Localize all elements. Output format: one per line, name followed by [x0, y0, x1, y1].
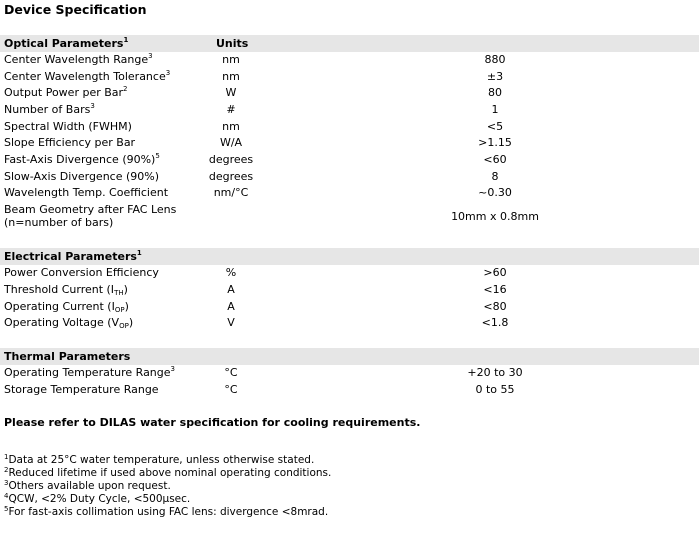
param-label: Fast-Axis Divergence $(90\%)^5$ [4, 151, 160, 166]
param-label: Storage Temperature Range [4, 383, 159, 396]
param-value: <5 [486, 119, 504, 133]
param-unit: degrees [208, 152, 254, 166]
param-value: <1.8 [481, 316, 509, 329]
thermal-header-label: Thermal Parameters [4, 350, 131, 363]
table-row [0, 265, 699, 281]
param-label: Output Power per Bar$^2$ [4, 85, 128, 99]
param-label: Number of Bars$^3$ [4, 101, 95, 116]
param-value: ±3 [486, 69, 504, 83]
table-row [0, 102, 699, 118]
param-unit: V [227, 316, 235, 329]
param-unit: degrees [208, 169, 254, 183]
param-value: 8 [491, 169, 499, 183]
param-unit: W [225, 86, 237, 99]
units-header: Units [216, 37, 249, 50]
param-value: <60 [483, 152, 507, 166]
table-row [0, 299, 699, 315]
param-label: Threshold Current $(I_{TH})$ [4, 283, 128, 297]
table-row [0, 119, 699, 135]
table-row [0, 85, 699, 101]
param-unit: # [226, 102, 236, 116]
param-label: Wavelength Temp. Coefficient [4, 186, 169, 199]
param-unit: nm [222, 69, 240, 83]
electrical-header-label: Electrical Parameters$^1$ [4, 249, 142, 263]
table-row [0, 152, 699, 168]
param-label: Operating Temperature Range$^3$ [4, 365, 175, 379]
table-row [0, 202, 699, 232]
param-unit: W/A [219, 136, 243, 149]
param-value: >60 [483, 266, 507, 279]
optical-section-header [0, 35, 699, 52]
param-unit: nm/°C [213, 186, 249, 199]
table-row [0, 315, 699, 331]
param-unit: % [225, 266, 237, 279]
param-label: Operating Voltage $(V_{OP})$ [4, 316, 134, 330]
param-value: <16 [483, 283, 507, 296]
table-row [0, 185, 699, 201]
optical-header-label: Optical Parameters$^1$ [4, 36, 129, 50]
table-row [0, 135, 699, 151]
param-label: Center Wavelength Range$^3$ [4, 52, 153, 66]
param-unit: A [227, 299, 235, 313]
param-unit: °C [224, 366, 238, 379]
param-label: Operating Current $(I_{OP})$ [4, 299, 129, 314]
param-value: 10mm x 0.8mm [451, 210, 539, 223]
param-unit: A [227, 283, 235, 296]
param-label: Slope Efficiency per Bar [4, 136, 136, 149]
footnote: $^1$Data at 25°C water temperature, unless otherwise stated. [4, 453, 315, 466]
footnote: $^5$For fast-axis collimation using FAC lens: divergence <8mrad. [4, 505, 329, 518]
param-unit: nm [222, 53, 240, 66]
param-value: 0 to 55 [475, 383, 515, 396]
footnote: $^3$Others available upon request. [4, 479, 171, 492]
table-row [0, 169, 699, 185]
param-value: <80 [483, 299, 507, 313]
page-title: Device Specification [4, 2, 147, 17]
param-label: Slow-Axis Divergence (90%) [4, 169, 160, 183]
table-row [0, 69, 699, 85]
param-unit: °C [224, 383, 238, 396]
param-label: Power Conversion Efficiency [4, 266, 159, 279]
table-row [0, 382, 699, 398]
table-row [0, 52, 699, 68]
param-value: 80 [488, 86, 502, 99]
param-unit: nm [222, 119, 240, 133]
table-row [0, 365, 699, 381]
electrical-section-header [0, 248, 699, 265]
cooling-note: Please refer to DILAS water specification for cooling requirements. [4, 416, 421, 429]
thermal-section-header [0, 348, 699, 365]
param-label: Spectral Width (FWHM) [4, 119, 132, 133]
param-label: Center Wavelength Tolerance$^3$ [4, 68, 171, 83]
param-value: +20 to 30 [467, 366, 523, 379]
footnote: $^2$Reduced lifetime if used above nominal operating conditions. [4, 466, 332, 479]
param-value: ~0.30 [478, 186, 512, 199]
param-label: Beam Geometry after FAC Lens (n=number of bars) [4, 203, 177, 229]
param-value: 880 [484, 53, 506, 66]
footnote: $^4$QCW, <2% Duty Cycle, <500µsec. [4, 492, 191, 505]
table-row [0, 282, 699, 298]
param-value: >1.15 [478, 136, 512, 149]
param-value: 1 [491, 102, 499, 116]
